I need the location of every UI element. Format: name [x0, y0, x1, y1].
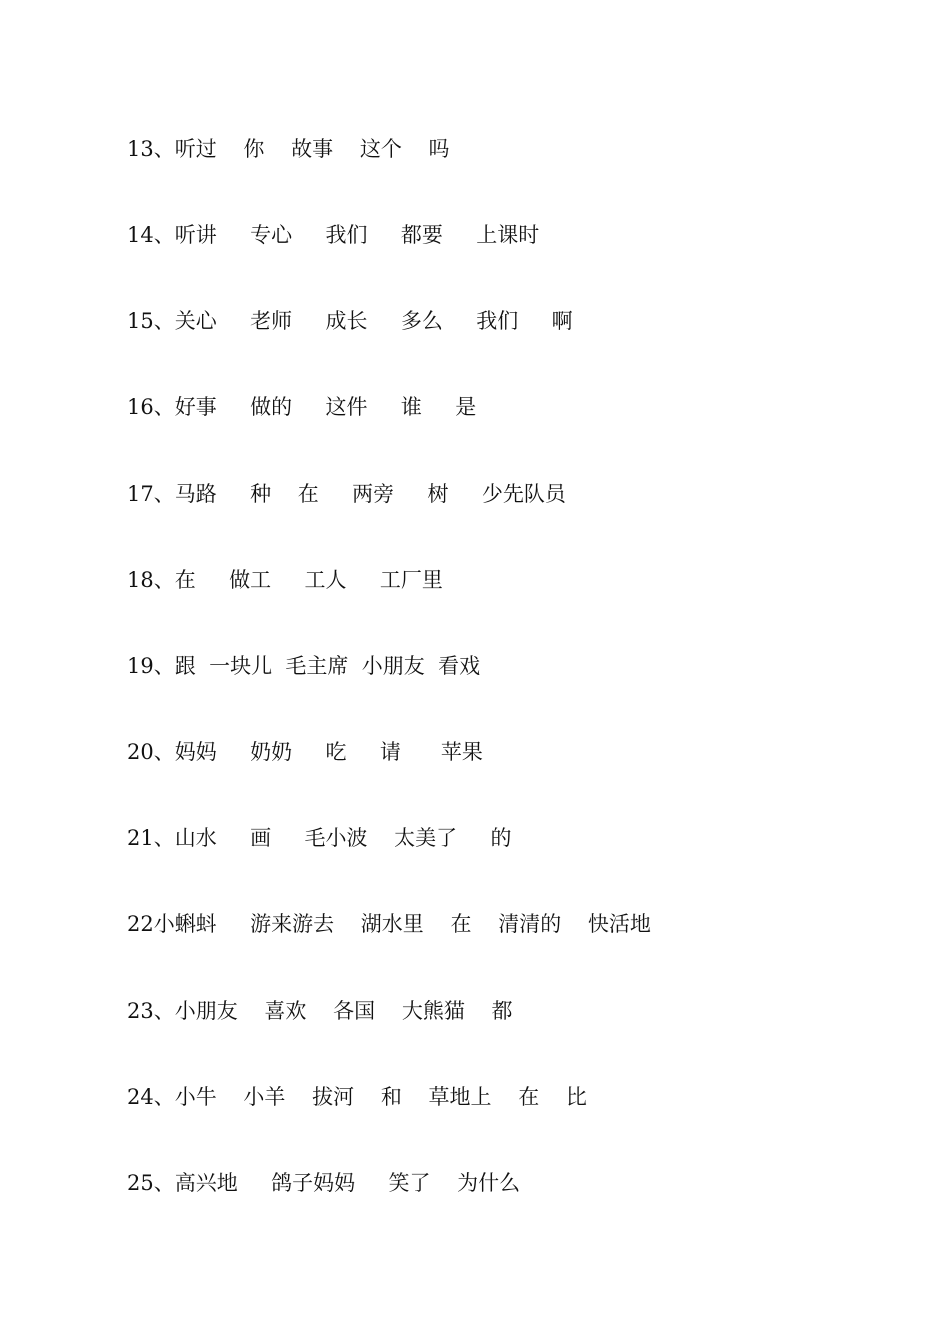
exercise-line-20: 20、妈妈 奶奶 吃 请 苹果	[127, 740, 483, 764]
exercise-line-15: 15、关心 老师 成长 多么 我们 啊	[127, 309, 573, 333]
exercise-line-16: 16、好事 做的 这件 谁 是	[127, 395, 477, 419]
exercise-line-14: 14、听讲 专心 我们 都要 上课时	[127, 223, 540, 247]
exercise-line-24: 24、小牛 小羊 拔河 和 草地上 在 比	[127, 1085, 587, 1109]
exercise-line-17: 17、马路 种 在 两旁 树 少先队员	[127, 482, 566, 506]
exercise-line-22: 22小蝌蚪 游来游去 湖水里 在 清清的 快活地	[127, 912, 651, 936]
exercise-line-19: 19、跟 一块儿 毛主席 小朋友 看戏	[127, 654, 481, 678]
exercise-line-18: 18、在 做工 工人 工厂里	[127, 568, 443, 592]
exercise-line-25: 25、高兴地 鸽子妈妈 笑了 为什么	[127, 1171, 521, 1195]
exercise-line-23: 23、小朋友 喜欢 各国 大熊猫 都	[127, 999, 513, 1023]
exercise-line-13: 13、听过 你 故事 这个 吗	[127, 137, 450, 161]
exercise-line-21: 21、山水 画 毛小波 太美了 的	[127, 826, 512, 850]
